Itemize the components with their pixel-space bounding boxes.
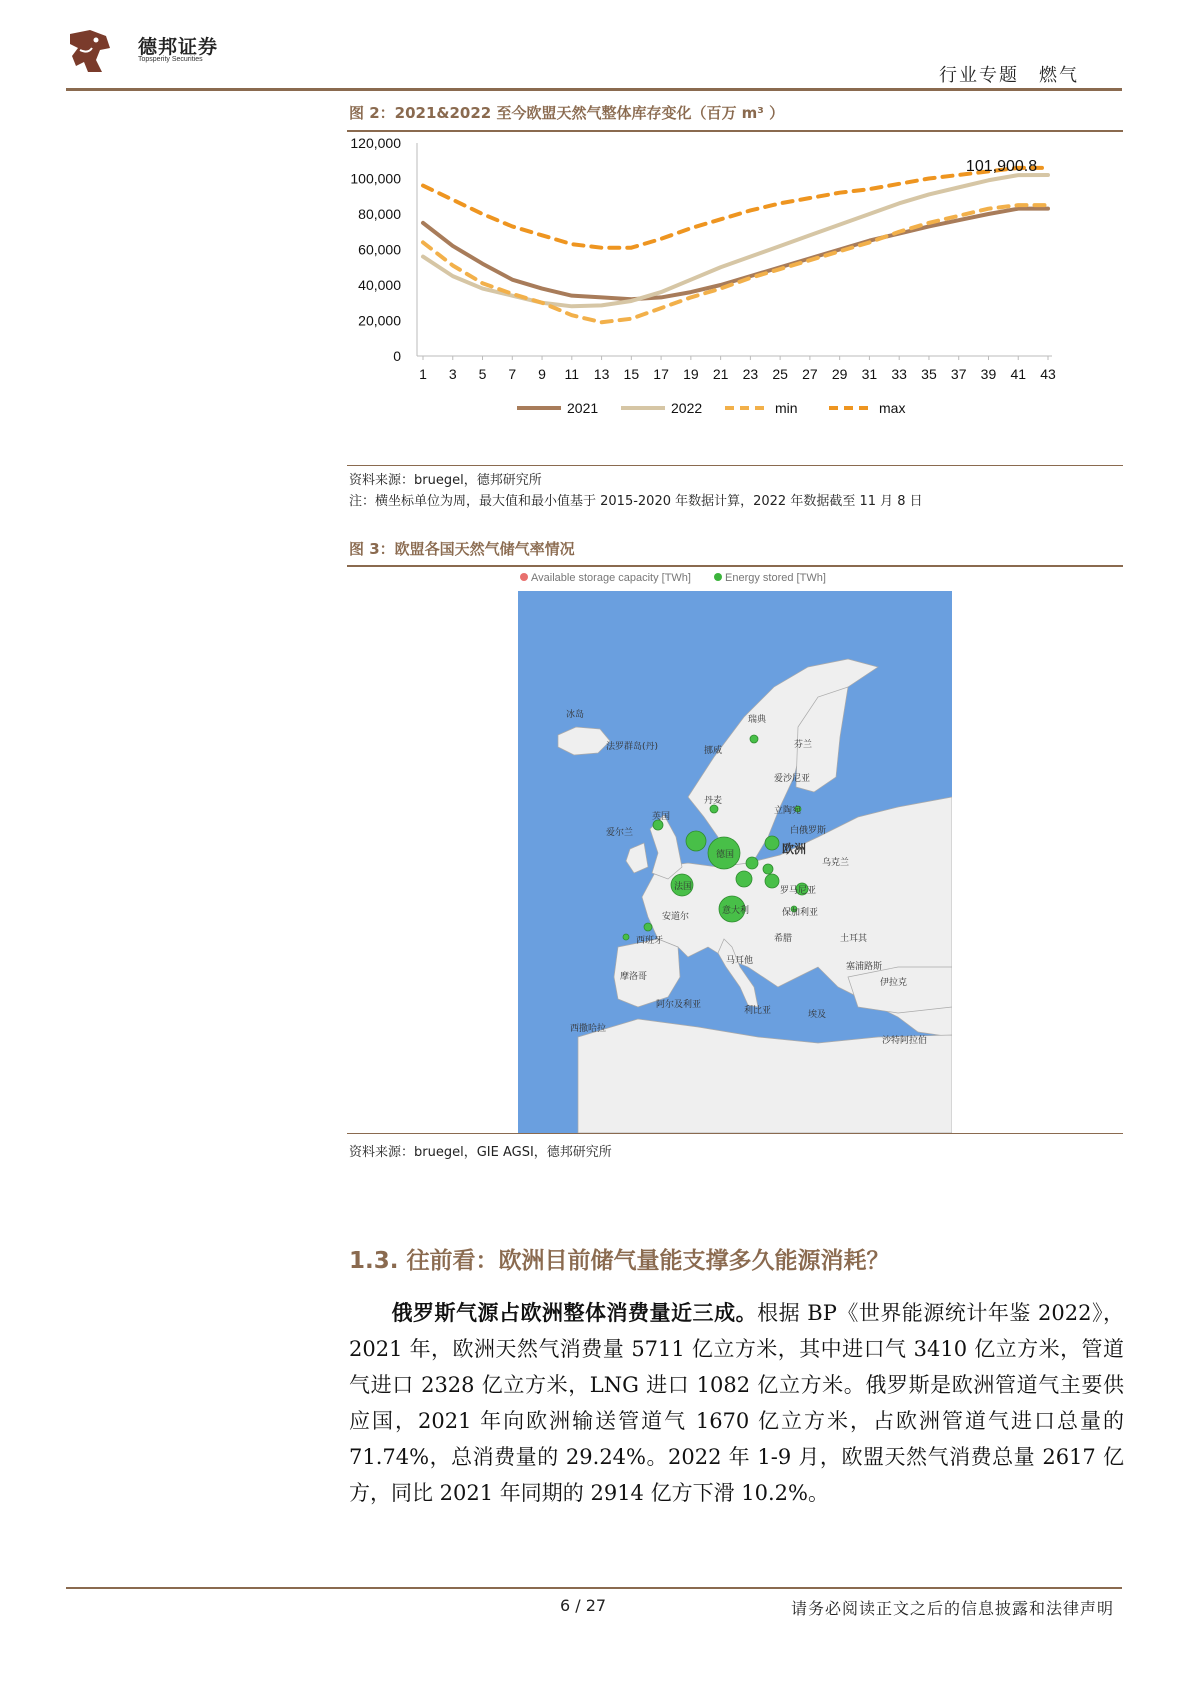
legend-label-max: max: [879, 400, 906, 416]
bubble-poland: [765, 836, 779, 850]
label-spain: 西班牙: [636, 936, 664, 946]
label-norway: 挪威: [704, 746, 723, 756]
x-tick-label: 21: [712, 366, 729, 382]
bubble-portugal: [623, 934, 629, 940]
footer-disclaimer: 请务必阅读正文之后的信息披露和法律声明: [790, 1599, 1114, 1618]
legend-available-label: Available storage capacity [TWh]: [531, 572, 691, 584]
x-tick-label: 37: [950, 366, 967, 382]
x-tick-label: 25: [772, 366, 788, 382]
turkey-land: [848, 967, 952, 1013]
bubble-czech: [746, 857, 758, 869]
y-tick-label: 0: [393, 348, 401, 364]
y-tick-label: 80,000: [358, 206, 401, 222]
label-belarus: 白俄罗斯: [790, 826, 827, 836]
label-estonia: 爱沙尼亚: [774, 774, 811, 784]
x-tick-label: 35: [921, 366, 937, 382]
annotation-label: 101,900.8: [965, 158, 1038, 176]
label-iceland: 冰岛: [566, 710, 585, 720]
header-divider: [66, 88, 1122, 91]
label-lithuania: 立陶宛: [774, 806, 802, 816]
label-israel: 伊拉克: [880, 978, 908, 988]
x-tick-label: 31: [861, 366, 878, 382]
europe-storage-map: [518, 567, 952, 1133]
label-morocco: 摩洛哥: [620, 972, 648, 982]
figure-3-source: 资料来源：bruegel，GIE AGSI，德邦研究所: [349, 1145, 612, 1160]
label-uk: 英国: [652, 812, 671, 822]
label-w-sahara: 西撒哈拉: [570, 1024, 607, 1034]
figure-2-note: 注：横坐标单位为周，最大值和最小值基于 2015-2020 年数据计算，2022 年数据截至 11 月 8 日: [349, 494, 923, 509]
y-tick-label: 20,000: [358, 312, 401, 329]
x-tick-label: 19: [683, 366, 699, 382]
footer-divider: [66, 1587, 1122, 1589]
series-line-max: [423, 168, 1048, 248]
legend-available-dot: [520, 573, 528, 581]
figure-3-title: 图 3：欧盟各国天然气储气率情况: [349, 540, 575, 558]
x-tick-label: 11: [564, 366, 580, 382]
label-libya: 利比亚: [744, 1006, 772, 1016]
bubble-spain: [644, 923, 652, 931]
y-tick-label: 40,000: [358, 277, 401, 293]
legend-stored-dot: [714, 573, 722, 581]
brand-subtitle: Topsperity Securities: [138, 56, 203, 63]
x-tick-label: 7: [508, 366, 517, 382]
body-paragraph: [349, 1295, 1124, 1511]
x-tick-label: 1: [419, 366, 427, 382]
y-tick-label: 100,000: [350, 170, 401, 187]
label-germany: 德国: [716, 850, 735, 860]
bubble-slovakia: [763, 864, 773, 874]
label-turkey: 土耳其: [840, 934, 868, 944]
x-tick-label: 33: [891, 366, 907, 382]
page-number: 6 / 27: [560, 1596, 607, 1615]
series-line-2021: [423, 209, 1048, 300]
y-tick-label: 120,000: [350, 135, 401, 151]
x-tick-label: 15: [623, 366, 640, 382]
paragraph-lead: 俄罗斯气源占欧洲整体消费量近三成。: [391, 1300, 758, 1325]
legend-label-min: min: [775, 400, 798, 416]
label-bulgaria: 保加利亚: [782, 908, 819, 918]
figure-2-bottom-rule: [347, 465, 1123, 466]
figure-3-bottom-rule: [347, 1133, 1123, 1134]
y-tick-label: 60,000: [358, 241, 401, 258]
label-faroe: 法罗群岛(丹): [606, 742, 659, 752]
x-tick-label: 13: [593, 366, 610, 382]
brand-name: 德邦证券: [138, 36, 219, 58]
label-romania: 罗马尼亚: [780, 886, 817, 896]
label-malta: 马耳他: [726, 956, 754, 966]
report-category: 行业专题 燃气: [939, 65, 1079, 86]
x-tick-label: 17: [653, 366, 669, 382]
label-andorra: 安道尔: [662, 912, 690, 922]
x-tick-label: 5: [478, 366, 487, 382]
company-logo: [66, 26, 112, 76]
label-sweden: 瑞典: [748, 715, 767, 725]
figure-2-title: 图 2：2021&2022 至今欧盟天然气整体库存变化（百万 m³ ）: [349, 104, 785, 122]
legend-label-2022: 2022: [671, 400, 703, 416]
bubble-denmark: [710, 805, 718, 813]
label-france: 法国: [674, 882, 693, 892]
section-heading: 1.3. 往前看：欧洲目前储气量能支撑多久能源消耗？: [349, 1248, 890, 1274]
x-tick-label: 3: [448, 366, 457, 382]
x-tick-label: 27: [802, 366, 818, 382]
label-italy: 意大利: [722, 906, 750, 916]
x-tick-label: 9: [538, 366, 546, 382]
legend-stored-label: Energy stored [TWh]: [725, 572, 826, 584]
inventory-line-chart: [347, 132, 1123, 462]
series-line-2022: [423, 175, 1048, 306]
label-algeria: 阿尔及利亚: [656, 1000, 702, 1010]
bubble-netherlands: [686, 831, 706, 851]
bubble-sweden: [750, 735, 758, 743]
label-egypt: 埃及: [808, 1010, 827, 1020]
label-saudi: 沙特阿拉伯: [882, 1036, 928, 1046]
x-tick-label: 41: [1010, 366, 1027, 382]
label-finland: 芬兰: [794, 740, 813, 750]
legend-label-2021: 2021: [567, 400, 599, 416]
label-greece: 希腊: [774, 934, 793, 944]
label-europe: 欧洲: [782, 842, 807, 856]
bubble-austria: [736, 871, 752, 887]
x-tick-label: 39: [980, 366, 997, 382]
x-tick-label: 29: [831, 366, 848, 382]
x-tick-label: 23: [742, 366, 759, 382]
bubble-hungary: [765, 874, 779, 888]
label-ukraine: 乌克兰: [822, 858, 850, 868]
x-tick-label: 43: [1040, 366, 1056, 382]
label-ireland: 爱尔兰: [606, 828, 634, 838]
paragraph-body: 根据 BP《世界能源统计年鉴 2022》，2021 年，欧洲天然气消费量 5711 亿立方米，其中进口气 3410 亿立方米，管道气进口 2328 亿立方米，LNG 进口 1082 亿立方米。俄罗斯是欧洲管道气主要供应国，2021 年向欧洲输送管道气 1670 亿立方米，占欧洲管道气进口总量的 71.74%，总消费量的 29.24%。2022 年 1-9 月，欧盟天然气消费总量 2617 亿方，同比 2021 年同期的 2914 亿方下滑 10.2%。: [349, 1301, 1124, 1505]
label-denmark: 丹麦: [704, 796, 723, 806]
figure-2-source: 资料来源：bruegel，德邦研究所: [349, 473, 542, 488]
label-cyprus: 塞浦路斯: [846, 962, 883, 972]
